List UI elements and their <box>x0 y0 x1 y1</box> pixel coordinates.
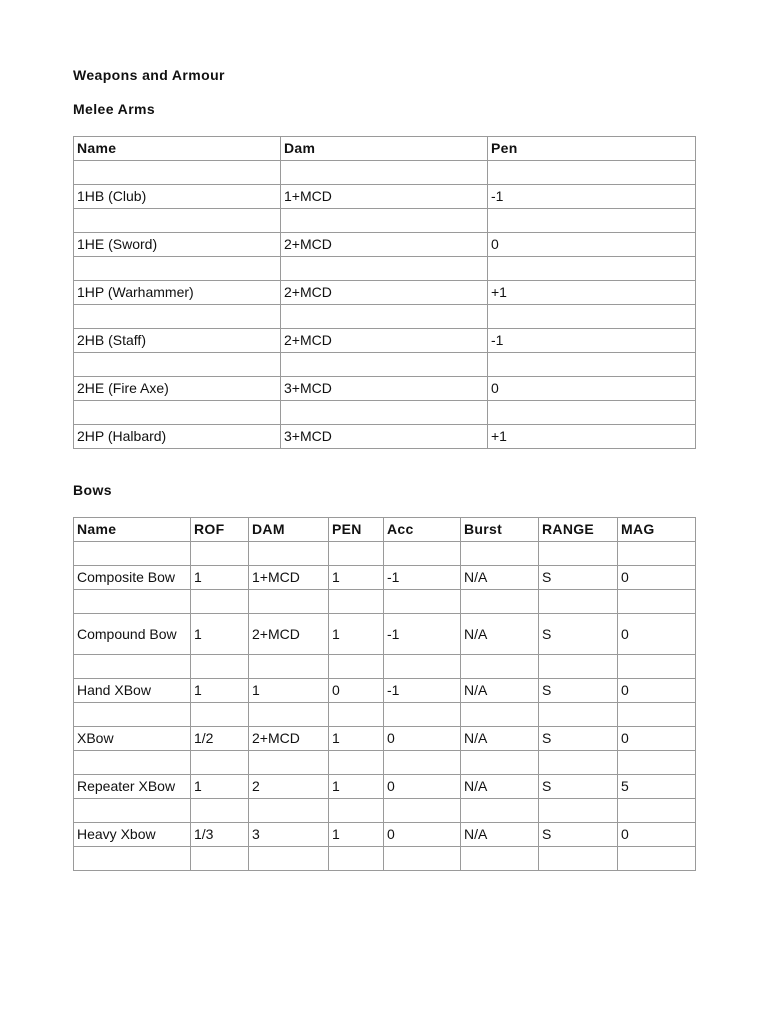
table-cell <box>329 703 384 727</box>
table-spacer-row <box>74 655 696 679</box>
table-cell <box>618 847 696 871</box>
table-cell <box>539 751 618 775</box>
table-cell <box>618 703 696 727</box>
table-cell: 1 <box>329 614 384 655</box>
table-cell <box>488 257 696 281</box>
table-cell <box>281 353 488 377</box>
table-cell: 1HE (Sword) <box>74 233 281 257</box>
table-cell <box>461 751 539 775</box>
column-header-name: Name <box>74 518 191 542</box>
table-spacer-row <box>74 847 696 871</box>
table-cell: -1 <box>488 185 696 209</box>
table-cell: -1 <box>488 329 696 353</box>
table-cell: -1 <box>384 679 461 703</box>
table-cell: 1HP (Warhammer) <box>74 281 281 305</box>
table-cell: Repeater XBow <box>74 775 191 799</box>
bows-table <box>73 517 696 871</box>
table-cell <box>249 751 329 775</box>
table-row <box>74 185 696 209</box>
table-cell <box>74 751 191 775</box>
table-cell: 0 <box>384 727 461 751</box>
table-cell: 1 <box>329 823 384 847</box>
table-cell: N/A <box>461 566 539 590</box>
table-cell: S <box>539 727 618 751</box>
table-cell: -1 <box>384 566 461 590</box>
table-cell <box>384 542 461 566</box>
table-cell <box>191 542 249 566</box>
table-row <box>74 281 696 305</box>
table-cell <box>74 590 191 614</box>
table-cell <box>249 542 329 566</box>
table-cell: +1 <box>488 425 696 449</box>
table-cell: 0 <box>384 823 461 847</box>
table-cell <box>191 655 249 679</box>
table-cell <box>618 751 696 775</box>
table-cell <box>461 703 539 727</box>
table-cell: S <box>539 614 618 655</box>
table-cell <box>281 401 488 425</box>
table-cell <box>281 161 488 185</box>
table-cell <box>249 847 329 871</box>
melee-table-body <box>74 161 696 449</box>
table-spacer-row <box>74 161 696 185</box>
table-cell <box>461 847 539 871</box>
table-cell <box>488 161 696 185</box>
column-header-dam: Dam <box>281 137 488 161</box>
table-cell <box>329 655 384 679</box>
table-cell: 3+MCD <box>281 425 488 449</box>
table-spacer-row <box>74 751 696 775</box>
table-cell: 1HB (Club) <box>74 185 281 209</box>
table-cell: N/A <box>461 679 539 703</box>
melee-arms-heading: Melee Arms <box>73 101 156 117</box>
table-cell: 5 <box>618 775 696 799</box>
table-cell: 1 <box>191 679 249 703</box>
table-cell <box>249 590 329 614</box>
table-cell: 1 <box>329 727 384 751</box>
table-cell <box>461 799 539 823</box>
table-cell: 2 <box>249 775 329 799</box>
table-cell <box>539 542 618 566</box>
column-header-mag: MAG <box>618 518 696 542</box>
table-cell <box>281 305 488 329</box>
table-cell <box>384 703 461 727</box>
table-row <box>74 329 696 353</box>
table-cell: N/A <box>461 727 539 751</box>
table-spacer-row <box>74 305 696 329</box>
table-cell: XBow <box>74 727 191 751</box>
table-row <box>74 727 696 751</box>
table-cell <box>539 590 618 614</box>
column-header-rof: ROF <box>191 518 249 542</box>
table-header-row <box>74 137 696 161</box>
table-cell <box>74 161 281 185</box>
table-cell: 0 <box>618 566 696 590</box>
table-cell: 3 <box>249 823 329 847</box>
table-cell <box>74 655 191 679</box>
table-cell <box>618 655 696 679</box>
table-cell <box>329 751 384 775</box>
table-cell: 1/3 <box>191 823 249 847</box>
table-row <box>74 775 696 799</box>
table-cell <box>74 401 281 425</box>
melee-arms-table <box>73 136 696 449</box>
table-cell <box>74 209 281 233</box>
table-cell <box>461 655 539 679</box>
column-header-range: RANGE <box>539 518 618 542</box>
table-cell: 2+MCD <box>281 329 488 353</box>
table-cell: 2+MCD <box>249 727 329 751</box>
table-cell <box>191 799 249 823</box>
table-row <box>74 679 696 703</box>
table-cell: 0 <box>618 727 696 751</box>
table-cell: 1+MCD <box>249 566 329 590</box>
table-cell <box>249 703 329 727</box>
table-cell: Heavy Xbow <box>74 823 191 847</box>
table-row <box>74 566 696 590</box>
table-cell <box>74 847 191 871</box>
table-spacer-row <box>74 209 696 233</box>
table-cell <box>488 209 696 233</box>
table-cell: S <box>539 679 618 703</box>
table-cell <box>191 847 249 871</box>
table-cell <box>384 590 461 614</box>
table-cell: N/A <box>461 614 539 655</box>
column-header-pen: PEN <box>329 518 384 542</box>
table-cell <box>191 590 249 614</box>
table-cell <box>249 655 329 679</box>
table-cell: 2+MCD <box>281 281 488 305</box>
table-cell: Compound Bow <box>74 614 191 655</box>
table-cell <box>384 847 461 871</box>
table-row <box>74 425 696 449</box>
table-cell <box>488 401 696 425</box>
table-cell <box>539 799 618 823</box>
table-cell <box>539 703 618 727</box>
table-cell <box>384 799 461 823</box>
table-spacer-row <box>74 542 696 566</box>
table-cell <box>249 799 329 823</box>
column-header-burst: Burst <box>461 518 539 542</box>
table-cell <box>74 703 191 727</box>
table-cell <box>539 847 618 871</box>
table-cell <box>488 305 696 329</box>
table-cell: 0 <box>618 679 696 703</box>
table-spacer-row <box>74 401 696 425</box>
table-cell <box>618 590 696 614</box>
table-cell: 0 <box>488 377 696 401</box>
table-cell: 1+MCD <box>281 185 488 209</box>
table-cell: 1 <box>329 566 384 590</box>
bows-table-body <box>74 542 696 871</box>
document-title: Weapons and Armour <box>73 67 225 83</box>
table-cell: Hand XBow <box>74 679 191 703</box>
column-header-name: Name <box>74 137 281 161</box>
table-cell <box>74 257 281 281</box>
table-cell: 2HP (Halbard) <box>74 425 281 449</box>
table-cell <box>329 542 384 566</box>
table-cell: 2HE (Fire Axe) <box>74 377 281 401</box>
table-cell: 0 <box>488 233 696 257</box>
table-cell <box>618 542 696 566</box>
table-cell: N/A <box>461 823 539 847</box>
table-cell: 1 <box>329 775 384 799</box>
table-spacer-row <box>74 799 696 823</box>
table-header-row <box>74 518 696 542</box>
table-cell: 0 <box>618 823 696 847</box>
table-cell: 1 <box>249 679 329 703</box>
column-header-pen: Pen <box>488 137 696 161</box>
table-cell <box>74 542 191 566</box>
table-cell: S <box>539 566 618 590</box>
bows-heading: Bows <box>73 482 112 498</box>
table-cell: -1 <box>384 614 461 655</box>
table-cell <box>461 542 539 566</box>
table-cell <box>618 799 696 823</box>
table-cell: +1 <box>488 281 696 305</box>
table-cell: 1 <box>191 566 249 590</box>
table-row <box>74 823 696 847</box>
table-spacer-row <box>74 703 696 727</box>
table-cell <box>329 847 384 871</box>
table-cell <box>191 751 249 775</box>
table-cell <box>329 799 384 823</box>
table-spacer-row <box>74 590 696 614</box>
table-cell: Composite Bow <box>74 566 191 590</box>
table-cell <box>329 590 384 614</box>
table-cell <box>281 257 488 281</box>
table-row <box>74 614 696 655</box>
table-cell: 2+MCD <box>249 614 329 655</box>
table-cell: 0 <box>618 614 696 655</box>
table-cell: 2+MCD <box>281 233 488 257</box>
column-header-dam: DAM <box>249 518 329 542</box>
table-cell <box>74 799 191 823</box>
table-cell: 3+MCD <box>281 377 488 401</box>
table-cell <box>488 353 696 377</box>
table-cell <box>281 209 488 233</box>
table-cell <box>74 353 281 377</box>
table-cell <box>191 703 249 727</box>
table-cell: 2HB (Staff) <box>74 329 281 353</box>
table-cell: 0 <box>384 775 461 799</box>
table-cell: 1 <box>191 614 249 655</box>
table-cell: S <box>539 823 618 847</box>
table-row <box>74 233 696 257</box>
table-cell: 0 <box>329 679 384 703</box>
table-row <box>74 377 696 401</box>
table-cell <box>74 305 281 329</box>
table-cell: 1 <box>191 775 249 799</box>
table-cell <box>384 655 461 679</box>
table-cell <box>539 655 618 679</box>
table-cell: 1/2 <box>191 727 249 751</box>
table-cell: S <box>539 775 618 799</box>
table-cell: N/A <box>461 775 539 799</box>
table-cell <box>384 751 461 775</box>
table-spacer-row <box>74 353 696 377</box>
column-header-acc: Acc <box>384 518 461 542</box>
table-cell <box>461 590 539 614</box>
table-spacer-row <box>74 257 696 281</box>
